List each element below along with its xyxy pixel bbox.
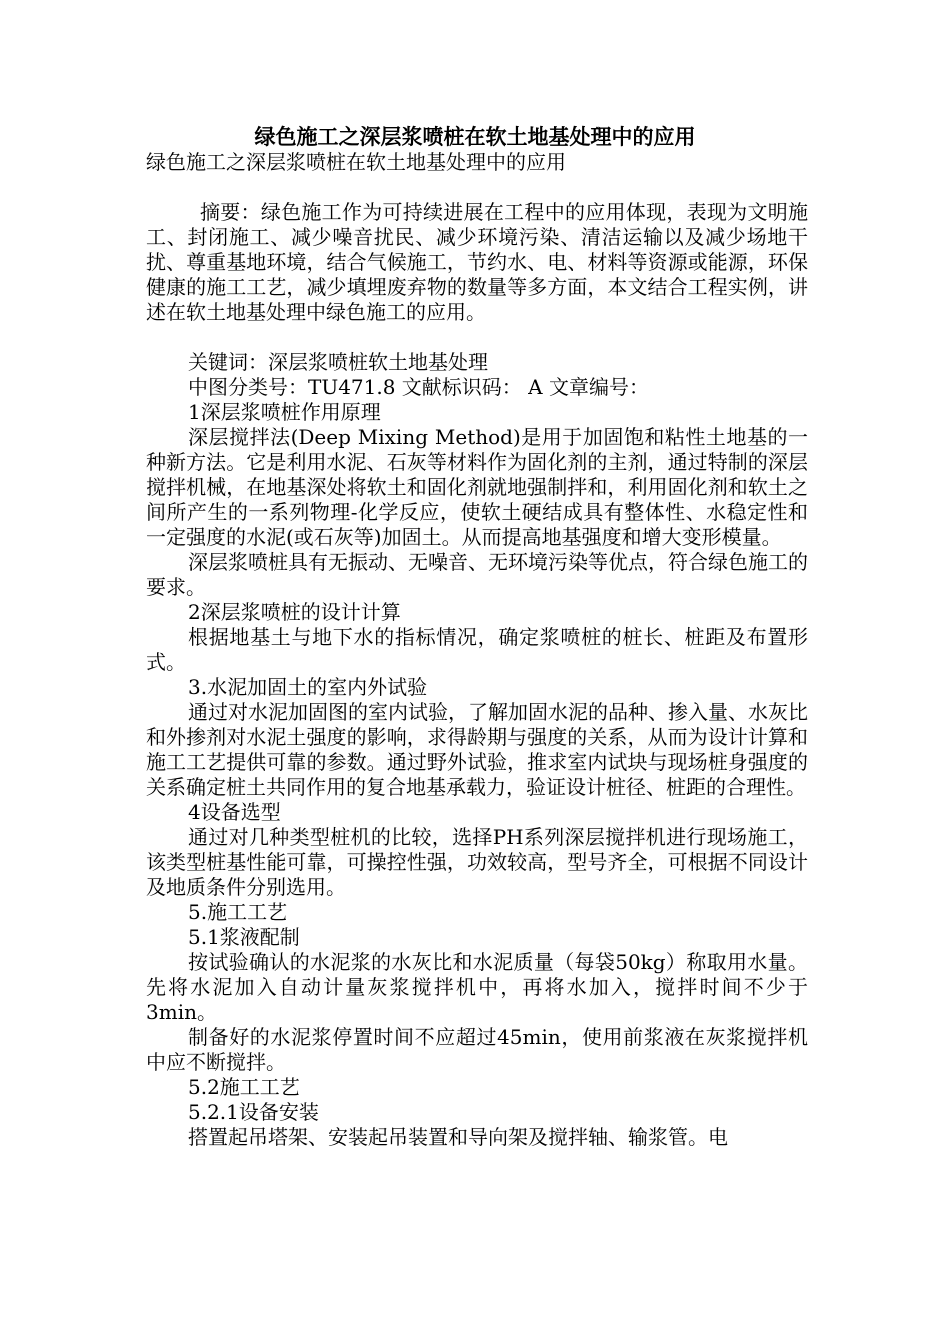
classification-line: 中图分类号：TU471.8 文献标识码： A 文章编号：	[188, 375, 649, 399]
body-paragraph: 根据地基土与地下水的指标情况，确定浆喷桩的桩长、桩距及布置形式。	[146, 625, 808, 674]
document-subtitle: 绿色施工之深层浆喷桩在软土地基处理中的应用	[146, 150, 566, 174]
body-paragraph: 搭置起吊塔架、安装起吊装置和导向架及搅拌轴、输浆管。电	[188, 1125, 728, 1149]
section-heading: 3.水泥加固土的室内外试验	[188, 675, 428, 699]
section-heading: 5.施工工艺	[188, 900, 288, 924]
document-body	[146, 150, 808, 1150]
body-paragraph: 按试验确认的水泥浆的水灰比和水泥质量（每袋50kg）称取用水量。先将水泥加入自动计量灰浆搅拌机中，再将水加入，搅拌时间不少于3min。	[146, 950, 808, 1024]
subsection-heading: 5.1浆液配制	[188, 925, 300, 949]
section-heading: 1深层浆喷桩作用原理	[188, 400, 381, 424]
subsection-heading: 5.2施工工艺	[188, 1075, 300, 1099]
document-title: 绿色施工之深层浆喷桩在软土地基处理中的应用	[254, 125, 696, 149]
body-paragraph: 深层浆喷桩具有无振动、无噪音、无环境污染等优点，符合绿色施工的要求。	[146, 550, 808, 599]
section-heading: 2深层浆喷桩的设计计算	[188, 600, 401, 624]
keywords-line: 关键词：深层浆喷桩软土地基处理	[188, 350, 488, 374]
abstract-paragraph: 摘要：绿色施工作为可持续进展在工程中的应用体现，表现为文明施工、封闭施工、减少噪音扰民、减少环境污染、清洁运输以及减少场地干扰、尊重基地环境，结合气候施工，节约水、电、材料等资源或能源，环保健康的施工工艺，减少填埋废弃物的数量等多方面，本文结合工程实例，讲述在软土地基处理中绿色施工的应用。	[146, 200, 808, 324]
body-paragraph: 深层搅拌法(Deep Mixing Method)是用于加固饱和粘性土地基的一种新方法。它是利用水泥、石灰等材料作为固化剂的主剂，通过特制的深层搅拌机械，在地基深处将软土和固化剂就地强制拌和，利用固化剂和软土之间所产生的一系列物理-化学反应，使软土硬结成具有整体性、水稳定性和一定强度的水泥(或石灰等)加固土。从而提高地基强度和增大变形模量。	[146, 425, 808, 549]
blank-line	[146, 325, 808, 350]
subsection-heading: 5.2.1设备安装	[188, 1100, 319, 1124]
body-paragraph: 制备好的水泥浆停置时间不应超过45min，使用前浆液在灰浆搅拌机中应不断搅拌。	[146, 1025, 808, 1074]
section-heading: 4设备选型	[188, 800, 281, 824]
body-paragraph: 通过对几种类型桩机的比较，选择PH系列深层搅拌机进行现场施工，该类型桩基性能可靠，可操控性强，功效较高，型号齐全，可根据不同设计及地质条件分别选用。	[146, 825, 808, 899]
blank-line	[146, 175, 808, 200]
body-paragraph: 通过对水泥加固图的室内试验，了解加固水泥的品种、掺入量、水灰比和外掺剂对水泥土强度的影响，求得龄期与强度的关系，从而为设计计算和施工工艺提供可靠的参数。通过野外试验，推求室内试块与现场桩身强度的关系确定桩土共同作用的复合地基承载力，验证设计桩径、桩距的合理性。	[146, 700, 808, 799]
